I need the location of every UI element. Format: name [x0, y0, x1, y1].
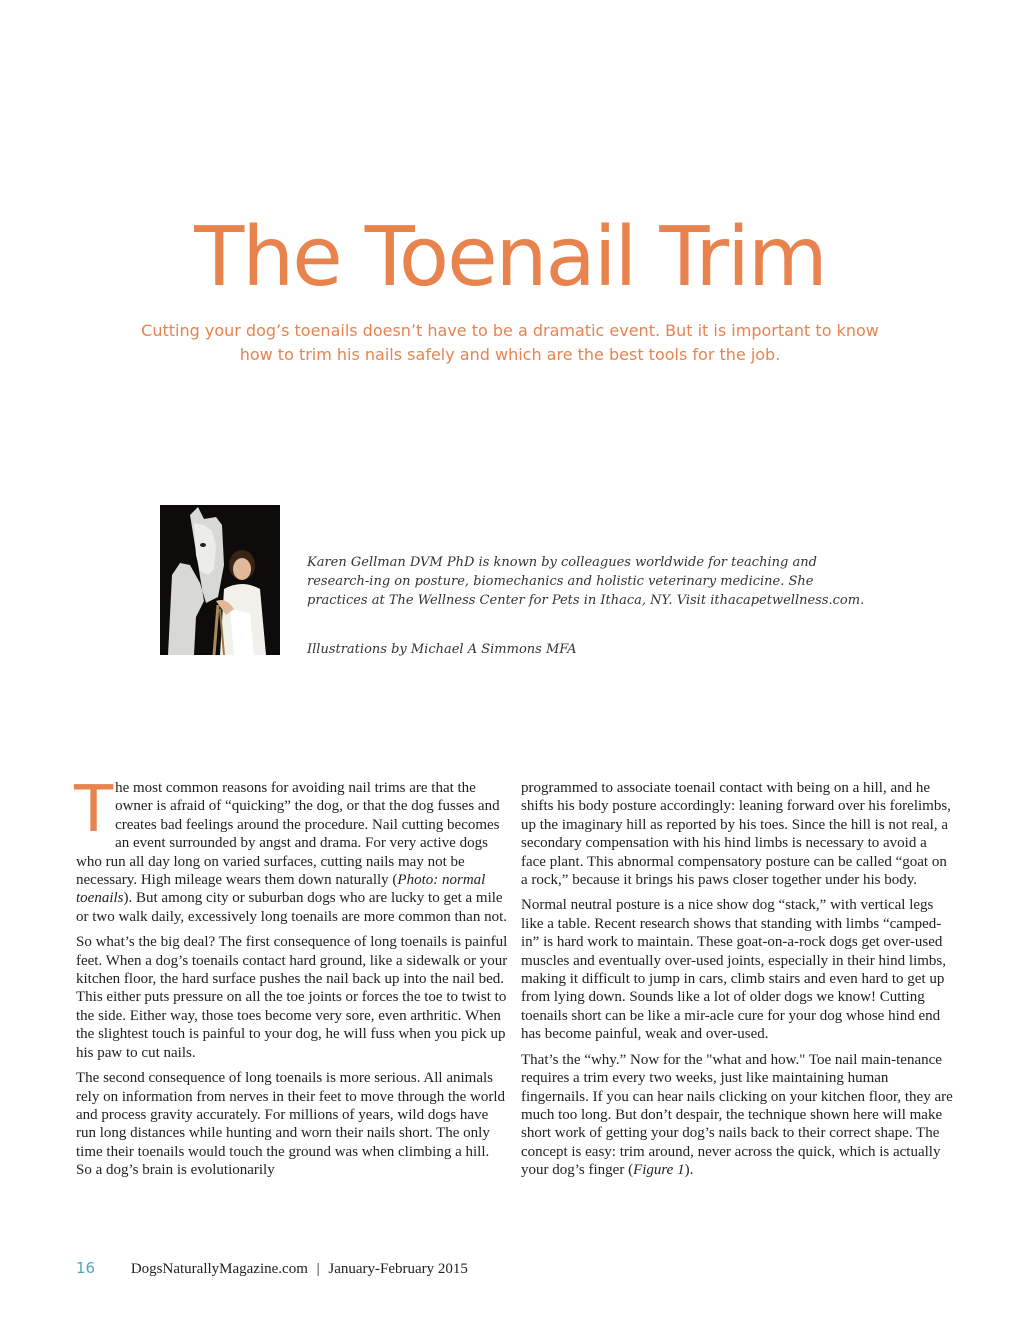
article-subtitle: Cutting your dog’s toenails doesn’t have to be a dramatic event. But it is important to know how to trim his nails safely and which are the best tools for the job. — [141, 321, 879, 364]
illustrations-credit: Illustrations by Michael A Simmons MFA — [307, 642, 577, 657]
page-number: 16 — [76, 1259, 96, 1277]
paragraph: The second consequence of long toenails is more serious. All animals rely on information from nerves in their feet to move through the world and process gravity accurately. For millions of years, wild dogs have run long distances while hunting and worn their nails short. The only time their toenails would touch the ground was when climbing a hill. So a dog’s brain is evolutionarily — [76, 1070, 506, 1179]
article-title: The Toenail Trim — [194, 210, 826, 305]
paragraph: Normal neutral posture is a nice show dog “stack,” with vertical legs like a table. Recent research shows that standing with limbs “camped-in” is hard work to maintain. These goat-on-a-rock dogs get over-used muscles and eventually over-used joints, especially in their hind limbs, making it difficult to jump in cars, climb stairs and even hard to get up from lying down. Sounds like a lot of older dogs we know! Cutting toenails short can be like a mir-acle cure for your dog whose hind end has become painful, weak and over-used. — [521, 897, 947, 1043]
author-photo — [160, 505, 280, 655]
page-footer — [76, 1259, 676, 1278]
body-column-left — [74, 773, 508, 1187]
paragraph — [521, 1051, 953, 1180]
drop-cap: T — [74, 773, 114, 847]
body-column-right — [521, 779, 953, 1187]
figure-ref: Figure 1 — [633, 1162, 685, 1179]
paragraph: programmed to associate toenail contact with being on a hill, and he shifts his body posture accordingly: leaning forward over his forelimbs, up the imaginary hill as reported by his toes. Since the hill is not real, a secondary compensation with his hind limbs is necessary to avoid a face plant. This abnormal compensatory posture can be called “goat on a rock,” because it brings his paws closer together under his body. — [521, 780, 951, 889]
footer-issue: January-February 2015 — [328, 1261, 468, 1277]
paragraph-text: ). — [684, 1162, 694, 1179]
paragraph-text: he most common reasons for avoiding nail trims are that the owner is afraid of “quicking” the dog, or that the dog fusses and creates bad feelings around the procedure. Nail cutting becomes an event surrounded by angst and drama. For very active dogs who run all day long on varied surfaces, cutting nails may not be necessary. High mileage wears them down naturally ( — [76, 780, 500, 889]
paragraph-text: ). But among city or suburban dogs who are lucky to get a mile or two walk daily, excessively long toenails are more common than not. — [76, 890, 508, 925]
photo-caption-ref: Photo: normal toenails — [76, 872, 486, 907]
author-with-horse-image — [160, 505, 280, 655]
paragraph: So what’s the big deal? The first consequence of long toenails is painful feet. When a dog’s toenails contact hard ground, like a sidewalk or your kitchen floor, the hard surface pushes the nail back up into the nail bed. This either puts pressure on all the toe joints or forces the toe to twist to the side. Either way, those toes become very sore, even arthritic. When the slightest touch is painful to your dog, he will fuss when you pick up his paw to cut nails. — [76, 934, 508, 1061]
author-bio: Karen Gellman DVM PhD is known by colleagues worldwide for teaching and research-ing on posture, biomechanics and holistic veterinary medicine. She practices at The Wellness Center for Pets in Ithaca, NY. Visit ithacapetwellness.com. — [307, 555, 865, 608]
paragraph-text: That’s the “why.” Now for the "what and how." Toe nail main-tenance requires a trim every two weeks, just like maintaining human fingernails. If you can hear nails clicking on your kitchen floor, they are much too long. But don’t despair, the technique shown here will make short work of getting your dog’s nails back to their correct shape. The concept is easy: trim around, never across the quick, which is actually your dog’s finger ( — [521, 1051, 953, 1179]
footer-separator: | — [316, 1261, 320, 1277]
paragraph — [74, 773, 508, 926]
footer-site: DogsNaturallyMagazine.com — [130, 1261, 308, 1277]
